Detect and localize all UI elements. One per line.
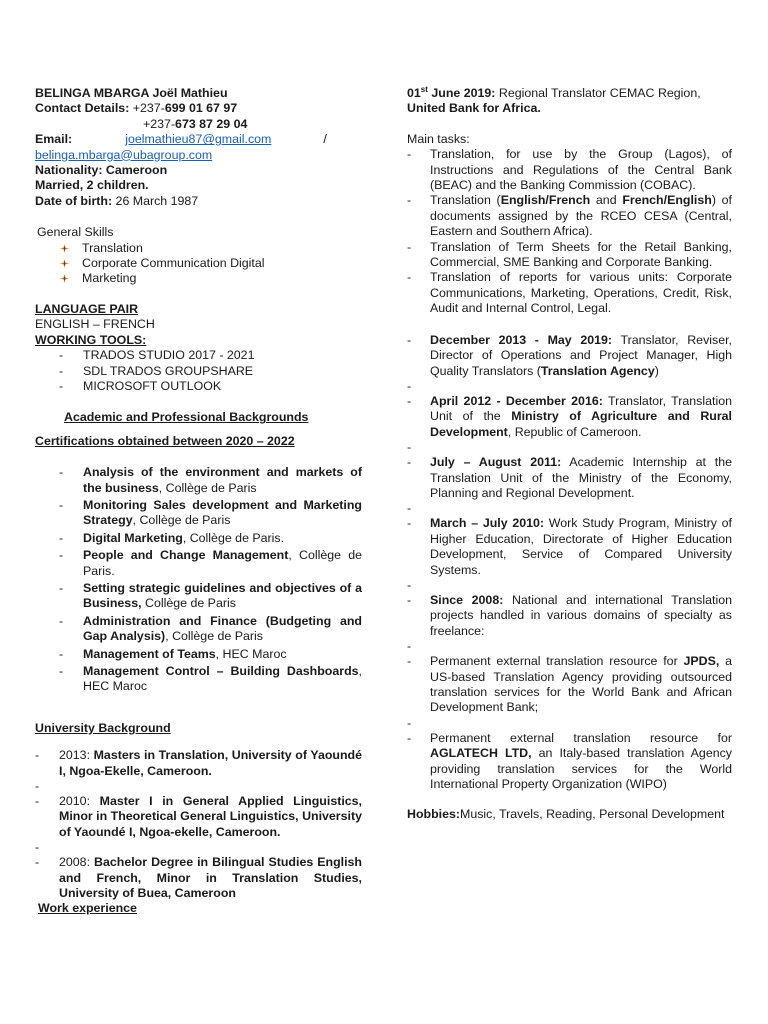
date-of-birth: Date of birth: 26 March 1987 [35, 193, 199, 208]
certifications-list [35, 465, 362, 695]
university-list [35, 748, 362, 901]
skills-list [35, 241, 362, 287]
right-column [407, 86, 732, 823]
email-line: Email: joelmathieu87@gmail.com / [35, 132, 327, 147]
marital-status: Married, 2 children. [35, 178, 149, 193]
star-bullet-icon [60, 274, 69, 283]
working-tools-heading: WORKING TOOLS: [35, 332, 147, 347]
certifications-heading: Certifications obtained between 2020 – 2022 [35, 433, 295, 448]
language-pair-heading: LANGUAGE PAIR [35, 301, 139, 316]
list-item: - Administration and Finance (Budgeting and Gap Analysis), Collège de Paris [35, 614, 362, 645]
list-item: - 2008: Bachelor Degree in Bilingual Studies English and French, Minor in Translation Studies, University of Buea, Cameroon [35, 855, 362, 901]
general-skills-heading: General Skills [37, 225, 114, 240]
main-tasks-list [407, 147, 732, 316]
star-bullet-icon [60, 259, 69, 268]
tools-list [35, 348, 362, 394]
list-item: - People and Change Management, Collège de Paris. [35, 548, 362, 579]
list-item: - April 2012 - December 2016: Translator, Translation Unit of the Ministry of Agriculture and Rural Development, Republic of Cameroon. [407, 394, 732, 440]
list-item: - Setting strategic guidelines and objectives of a Business, Collège de Paris [35, 581, 362, 612]
list-item: - Translation (English/French and French/English) of documents assigned by the RCEO CESA (Central, Eastern and Southern Africa). [407, 193, 732, 239]
list-item: Translation [35, 241, 362, 256]
email-link-2[interactable]: belinga.mbarga@ubagroup.com [35, 147, 213, 162]
left-column [35, 86, 362, 917]
star-bullet-icon [60, 244, 69, 253]
list-item: - 2010: Master I in General Applied Linguistics, Minor in Theoretical General Linguistics, University of Yaoundé I, Ngoa-ekelle, Cameroon. [35, 794, 362, 840]
list-item: - Since 2008: National and international Translation projects handled in various domains of specialty as freelance: [407, 593, 732, 639]
list-item: - December 2013 - May 2019: Translator, Reviser, Director of Operations and Project Manager, High Quality Translators (Translation Agency) [407, 333, 732, 379]
university-heading: University Background [35, 720, 171, 735]
list-item: - Translation, for use by the Group (Lagos), of Instructions and Regulations of the Central Bank (BEAC) and the Banking Commission (COBAC). [407, 147, 732, 193]
list-item: - March – July 2010: Work Study Program, Ministry of Higher Education, Directorate of Higher Education Development, Service of Compared University Systems. [407, 516, 732, 578]
list-item: - MICROSOFT OUTLOOK [35, 379, 362, 394]
email-link-1[interactable]: joelmathieu87@gmail.com [125, 132, 272, 147]
list-item: - TRADOS STUDIO 2017 - 2021 [35, 348, 362, 363]
contact-details: Contact Details: +237-699 01 67 97 [35, 101, 238, 116]
nationality: Nationality: Cameroon [35, 163, 168, 178]
list-item: Corporate Communication Digital [35, 256, 362, 271]
job-uba: 01st June 2019: Regional Translator CEMAC Region, United Bank for Africa. [407, 84, 701, 116]
list-item: - 2013: Masters in Translation, University of Yaoundé I, Ngoa-Ekelle, Cameroon. [35, 748, 362, 779]
hobbies: Hobbies:Music, Travels, Reading, Personal Development [407, 807, 725, 822]
email-line-2 [35, 148, 362, 163]
candidate-name: BELINGA MBARGA Joël Mathieu [35, 86, 228, 100]
list-item: - Permanent external translation resource for JPDS, a US-based Translation Agency providing outsourced translation services for the World Bank and African Development Bank; [407, 654, 732, 716]
list-item: - Management Control – Building Dashboards, HEC Maroc [35, 664, 362, 695]
experience-list [407, 333, 732, 793]
list-item: - July – August 2011: Academic Internship at the Translation Unit of the Ministry of the Economy, Planning and Regional Development. [407, 455, 732, 501]
list-item: - Translation of Term Sheets for the Retail Banking, Commercial, SME Banking and Corporate Banking. [407, 240, 732, 271]
list-item: Marketing [35, 271, 362, 286]
list-item: - Monitoring Sales development and Marketing Strategy, Collège de Paris [35, 498, 362, 529]
language-pair: ENGLISH – FRENCH [35, 317, 155, 332]
list-item: - Translation of reports for various units: Corporate Communications, Marketing, Operations, Credit, Risk, Audit and Internal Control, Legal. [407, 270, 732, 316]
list-item: - Analysis of the environment and markets of the business, Collège de Paris [35, 465, 362, 496]
main-tasks-label: Main tasks: [407, 131, 470, 146]
academic-heading: Academic and Professional Backgrounds [64, 410, 309, 425]
list-item: - Digital Marketing, Collège de Paris. [35, 531, 362, 546]
contact-phone-2: +237-673 87 29 04 [143, 116, 248, 131]
list-item: - Permanent external translation resource for AGLATECH LTD, an Italy-based translation Agency providing translation services for the World International Property Organization (WIPO) [407, 731, 732, 793]
list-item: - SDL TRADOS GROUPSHARE [35, 364, 362, 379]
work-experience-heading: Work experience [38, 901, 137, 916]
list-item: - Management of Teams, HEC Maroc [35, 647, 362, 662]
